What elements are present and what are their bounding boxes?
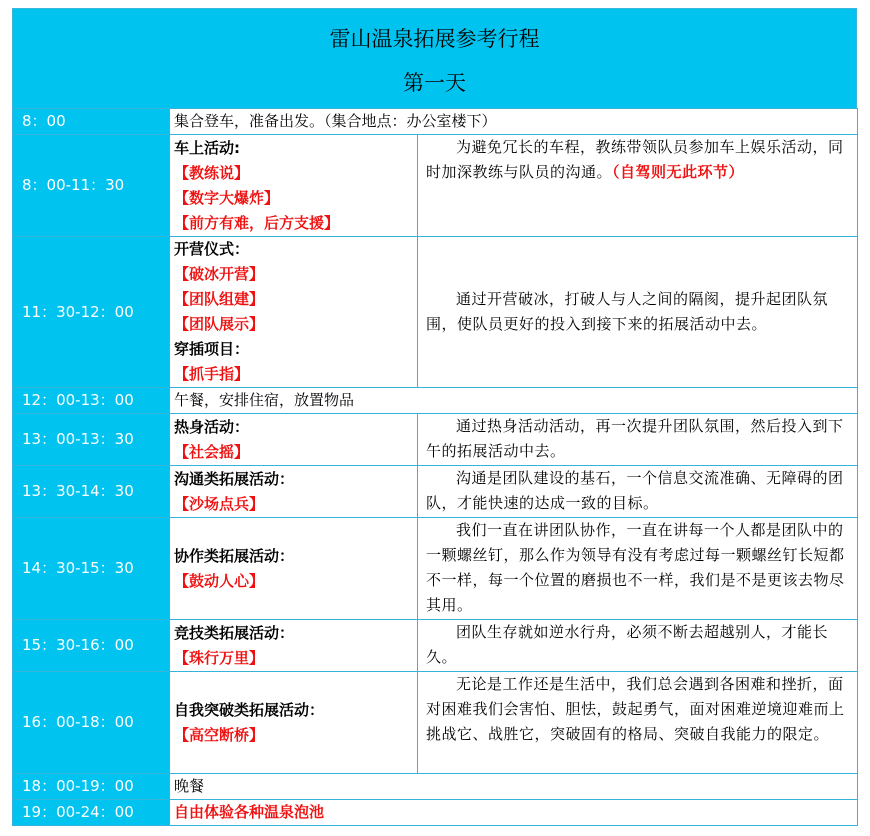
description-text: 通过开营破冰，打破人与人之间的隔阂，提升起团队氛围，使队员更好的投入到接下来的拓展活动中去。	[426, 290, 829, 333]
time-cell: 18：00-19：00	[13, 774, 170, 800]
activity-heading: 竞技类拓展活动：	[174, 623, 295, 642]
description-cell	[418, 518, 858, 620]
activity-item: 【沙场点兵】	[174, 494, 265, 513]
description-cell	[418, 620, 858, 672]
activity-item: 【鼓动人心】	[174, 571, 265, 590]
table-row	[13, 388, 858, 414]
table-row	[13, 237, 858, 388]
description-text: 为避免冗长的车程，教练带领队员参加车上娱乐活动，同时加深教练与队员的沟通。	[426, 138, 844, 181]
activity-cell	[170, 466, 418, 518]
table-row	[13, 800, 858, 826]
table-row	[13, 135, 858, 237]
description-cell	[418, 414, 858, 466]
table-row	[13, 466, 858, 518]
activity-heading: 沟通类拓展活动：	[174, 469, 295, 488]
activity-heading: 热身活动：	[174, 417, 250, 436]
time-cell: 12：00-13：00	[13, 388, 170, 414]
description-text: 沟通是团队建设的基石，一个信息交流准确、无障碍的团队，才能快速的达成一致的目标。	[426, 469, 844, 512]
time-cell: 8：00-11：30	[13, 135, 170, 237]
time-cell: 14：30-15：30	[13, 518, 170, 620]
activity-item: 【社会摇】	[174, 442, 250, 461]
activity-heading: 穿插项目：	[174, 340, 250, 358]
time-cell: 15：30-16：00	[13, 620, 170, 672]
activity-cell	[170, 672, 418, 774]
activity-item: 【抓手指】	[174, 365, 250, 383]
table-row	[13, 414, 858, 466]
activity-item: 【破冰开营】	[174, 265, 265, 283]
table-row	[13, 518, 858, 620]
activity-item: 【高空断桥】	[174, 725, 265, 744]
table-row	[13, 672, 858, 774]
activity-item: 【团队展示】	[174, 315, 265, 333]
activity-item: 【教练说】	[174, 163, 250, 182]
time-cell: 16：00-18：00	[13, 672, 170, 774]
table-row	[13, 109, 858, 135]
itinerary-document	[12, 8, 857, 826]
description-cell	[418, 672, 858, 774]
table-row	[13, 620, 858, 672]
description-text: 通过热身活动活动，再一次提升团队氛围，然后投入到下午的拓展活动中去。	[426, 417, 844, 460]
plan-cell: 集合登车，准备出发。（集合地点：办公室楼下）	[170, 109, 858, 135]
activity-heading: 协作类拓展活动：	[174, 546, 295, 565]
plan-cell: 自由体验各种温泉泡池	[170, 800, 858, 826]
description-cell	[418, 135, 858, 237]
activity-heading: 开营仪式：	[174, 240, 250, 258]
time-cell: 13：30-14：30	[13, 466, 170, 518]
activity-heading: 车上活动:	[174, 138, 240, 157]
activity-item: 【珠行万里】	[174, 648, 265, 667]
description-cell	[418, 237, 858, 388]
activity-item: 【前方有难，后方支援】	[174, 213, 340, 232]
schedule-table	[12, 108, 858, 826]
activity-heading: 自我突破类拓展活动：	[174, 700, 325, 719]
description-text: 无论是工作还是生活中，我们总会遇到各困难和挫折，面对困难我们会害怕、胆怯，鼓起勇气，面对困难逆境迎难而上挑战它、战胜它，突破固有的格局、突破自我能力的限定。	[426, 675, 845, 743]
description-text: 团队生存就如逆水行舟，必须不断去超越别人，才能长久。	[426, 623, 829, 666]
itinerary-header	[12, 8, 857, 108]
activity-cell	[170, 414, 418, 466]
activity-item: 【团队组建】	[174, 290, 265, 308]
time-cell: 13：00-13：30	[13, 414, 170, 466]
table-row	[13, 774, 858, 800]
activity-cell	[170, 237, 418, 388]
plan-cell: 晚餐	[170, 774, 858, 800]
description-cell	[418, 466, 858, 518]
time-cell: 19：00-24：00	[13, 800, 170, 826]
plan-cell: 午餐，安排住宿，放置物品	[170, 388, 858, 414]
time-cell: 11：30-12：00	[13, 237, 170, 388]
description-text: 我们一直在讲团队协作，一直在讲每一个人都是团队中的一颗螺丝钉，那么作为领导有没有考虑过每一颗螺丝钉长短都不一样，每一个位置的磨损也不一样，我们是不是更该去物尽其用。	[426, 521, 845, 614]
time-cell: 8：00	[13, 109, 170, 135]
description-note: （自驾则无此环节）	[612, 163, 745, 181]
activity-item: 【数字大爆炸】	[174, 188, 280, 207]
activity-cell	[170, 135, 418, 237]
activity-cell	[170, 518, 418, 620]
activity-cell	[170, 620, 418, 672]
page-title: 雷山温泉拓展参考行程	[329, 27, 540, 51]
day-heading: 第一天	[403, 71, 466, 95]
